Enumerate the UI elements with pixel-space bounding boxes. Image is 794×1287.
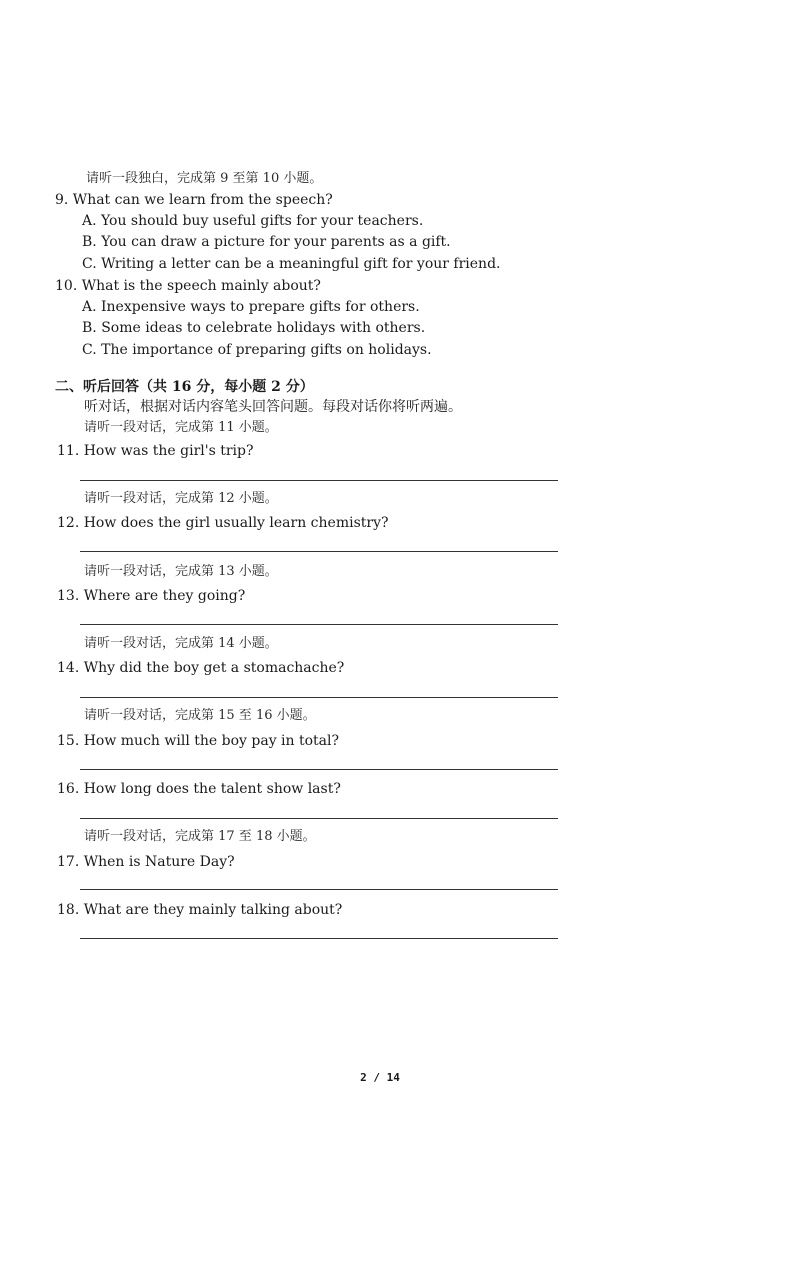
answer-line-16[interactable] bbox=[80, 818, 558, 819]
question-10-option-c: C. The importance of preparing gifts on holidays. bbox=[82, 342, 432, 358]
question-9-option-b: B. You can draw a picture for your parents as a gift. bbox=[82, 234, 451, 250]
question-15: 15. How much will the boy pay in total? bbox=[57, 733, 340, 749]
question-9: 9. What can we learn from the speech? bbox=[55, 192, 333, 208]
instruction-q11: 请听一段对话，完成第 11 小题。 bbox=[84, 420, 278, 435]
section-heading: 二、听后回答（共 16 分，每小题 2 分） bbox=[55, 379, 314, 395]
instruction-q15-16: 请听一段对话，完成第 15 至 16 小题。 bbox=[84, 708, 316, 723]
instruction-q13: 请听一段对话，完成第 13 小题。 bbox=[84, 564, 278, 579]
question-14: 14. Why did the boy get a stomachache? bbox=[57, 660, 345, 676]
question-18: 18. What are they mainly talking about? bbox=[57, 902, 343, 918]
section-subheading: 听对话，根据对话内容笔头回答问题。每段对话你将听两遍。 bbox=[84, 399, 462, 415]
answer-line-15[interactable] bbox=[80, 769, 558, 770]
answer-line-17[interactable] bbox=[80, 889, 558, 890]
answer-line-12[interactable] bbox=[80, 551, 558, 552]
answer-line-13[interactable] bbox=[80, 624, 558, 625]
answer-line-18[interactable] bbox=[80, 938, 558, 939]
question-13: 13. Where are they going? bbox=[57, 588, 246, 604]
question-11: 11. How was the girl's trip? bbox=[57, 443, 254, 459]
question-10-option-a: A. Inexpensive ways to prepare gifts for others. bbox=[82, 299, 420, 315]
question-9-option-a: A. You should buy useful gifts for your teachers. bbox=[82, 213, 424, 229]
question-12: 12. How does the girl usually learn chemistry? bbox=[57, 515, 389, 531]
question-17: 17. When is Nature Day? bbox=[57, 854, 235, 870]
instruction-q9-10: 请听一段独白，完成第 9 至第 10 小题。 bbox=[86, 171, 323, 186]
instruction-q12: 请听一段对话，完成第 12 小题。 bbox=[84, 491, 278, 506]
answer-line-11[interactable] bbox=[80, 480, 558, 481]
question-10: 10. What is the speech mainly about? bbox=[55, 278, 321, 294]
instruction-q14: 请听一段对话，完成第 14 小题。 bbox=[84, 636, 278, 651]
question-9-option-c: C. Writing a letter can be a meaningful gift for your friend. bbox=[82, 256, 501, 272]
instruction-q17-18: 请听一段对话，完成第 17 至 18 小题。 bbox=[84, 829, 316, 844]
page-number: 2 / 14 bbox=[360, 1071, 400, 1084]
question-10-option-b: B. Some ideas to celebrate holidays with others. bbox=[82, 320, 426, 336]
answer-line-14[interactable] bbox=[80, 697, 558, 698]
question-16: 16. How long does the talent show last? bbox=[57, 781, 341, 797]
